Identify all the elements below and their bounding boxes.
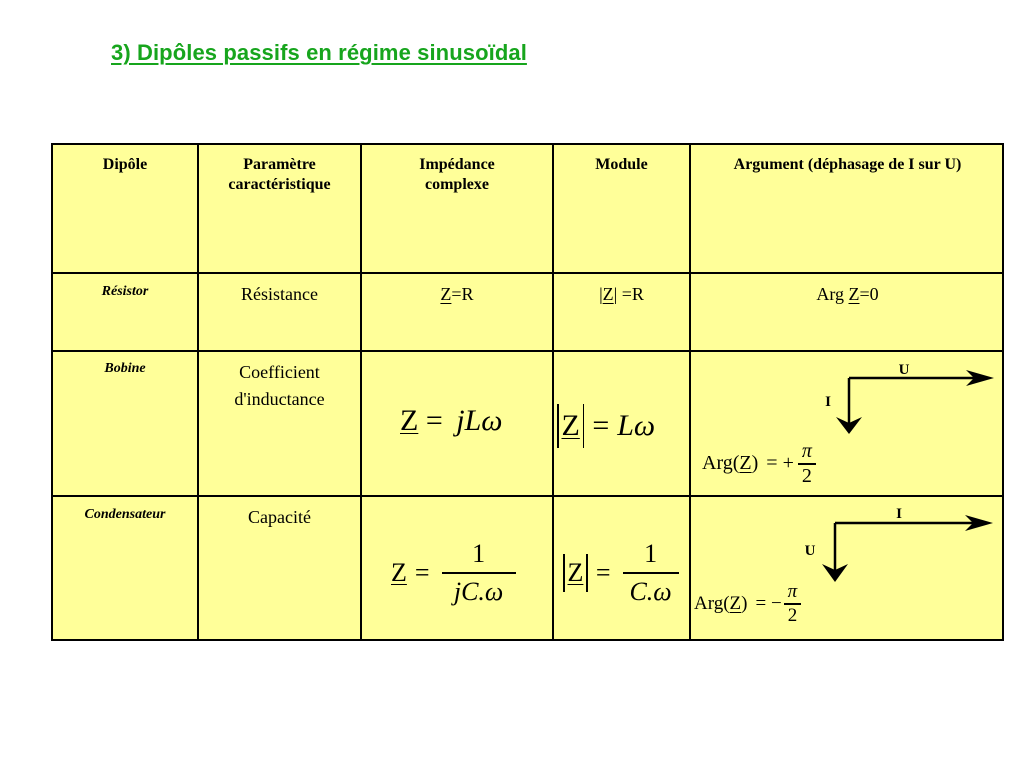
condensateur-argument-pre: Arg( [694,592,730,614]
condensateur-module-eq: = [595,557,611,587]
resistor-impedance-z: Z [440,284,452,304]
bobine-param-line1: Coefficient [239,362,320,382]
header-impedance-line2: complexe [425,176,489,193]
header-impedance-line1: Impédance [419,156,495,173]
header-dipole: Dipôle [102,156,148,173]
condensateur-module-den: C.ω [629,576,672,606]
condensateur-phasor-diagram [805,506,993,582]
condensateur-impedance-den: jC.ω [453,576,504,606]
resistor-module-rest: | =R [613,284,644,304]
condensateur-impedance-num: 1 [472,539,486,568]
condensateur-module-z: Z [567,557,584,587]
row-name-condensateur: Condensateur [84,507,166,522]
bobine-impedance-eq: = [425,404,443,437]
resistor-param: Résistance [241,284,318,304]
bobine-module-eq: = [592,409,610,442]
bobine-param-line2: d'inductance [234,389,325,409]
row-name-resistor: Résistor [101,284,149,299]
resistor-argument-rest: =0 [859,284,879,304]
header-argument: Argument (déphasage de I sur U) [733,156,962,173]
bobine-i-label: I [825,394,831,410]
bobine-module-z: Z [561,409,580,442]
condensateur-argument-post: ) [741,592,748,614]
condensateur-argument-num: π [787,581,798,602]
header-parametre-line1: Paramètre [243,156,316,173]
condensateur-i-label: I [896,506,902,522]
bobine-impedance-rhs: jLω [456,404,503,437]
bobine-phasor-diagram [825,362,994,434]
bobine-argument-eq: = + [766,452,794,475]
condensateur-argument-eq: = − [755,592,782,614]
bobine-argument-post: ) [751,452,759,475]
condensateur-argument-den: 2 [787,604,798,626]
resistor-impedance-rest: =R [451,284,474,304]
condensateur-impedance-z: Z [391,557,407,587]
slide-title: 3) Dipôles passifs en régime sinusoïdal [111,40,527,65]
bobine-argument-num: π [801,440,812,462]
bobine-module-rhs: Lω [617,409,656,442]
condensateur-param: Capacité [248,507,311,527]
bobine-argument-z: Z [739,452,752,475]
condensateur-impedance-eq: = [414,557,430,587]
bobine-argument-pre: Arg( [702,452,740,475]
condensateur-argument-z: Z [729,592,742,614]
bobine-argument-den: 2 [801,464,812,487]
header-parametre-line2: caractéristique [228,176,331,193]
condensateur-u-label: U [804,543,816,559]
bobine-impedance-z: Z [400,404,419,437]
resistor-module-z: Z [602,284,614,304]
header-module: Module [595,156,648,173]
resistor-argument-pre: Arg [816,284,849,304]
resistor-argument-z: Z [848,284,860,304]
row-name-bobine: Bobine [104,361,146,376]
resistor-module-open: | [599,284,603,304]
condensateur-module-num: 1 [644,539,658,568]
bobine-u-label: U [898,362,910,378]
